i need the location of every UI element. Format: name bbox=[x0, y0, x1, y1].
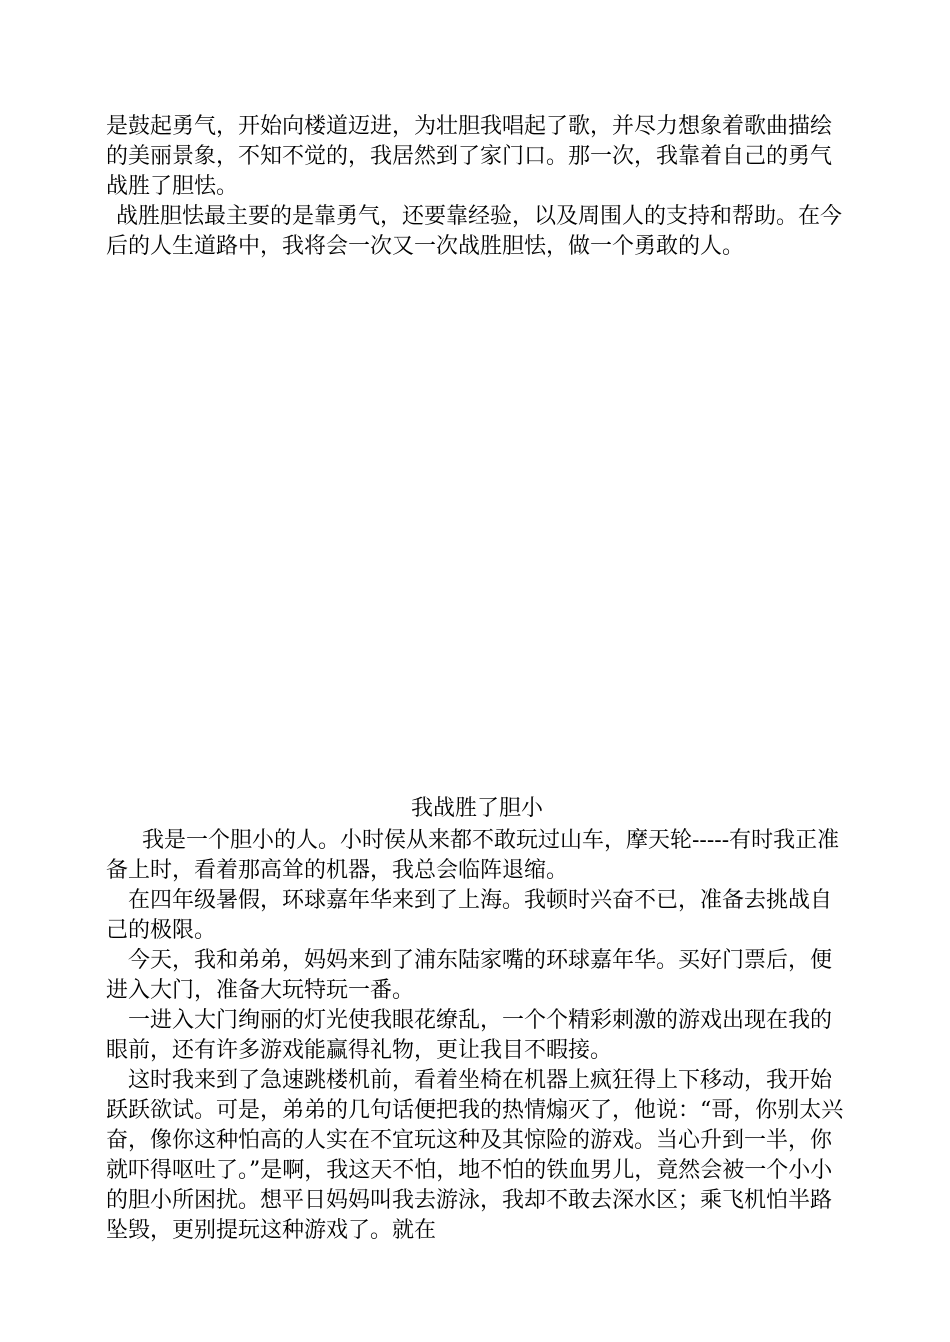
essay-title: 我战胜了胆小 bbox=[410, 796, 543, 821]
paragraph: 战胜胆怯最主要的是靠勇气，还要靠经验，以及周围人的支持和帮助。在今后的人生道路中，我将会一次又一次战胜胆怯，做一个勇敢的人。 bbox=[106, 204, 843, 259]
essay-section bbox=[106, 794, 848, 1246]
paragraph: 在四年级暑假，环球嘉年华来到了上海。我顿时兴奋不已，准备去挑战自己的极限。 bbox=[106, 888, 833, 943]
essay-ending-section bbox=[106, 112, 848, 262]
paragraph: 一进入大门绚丽的灯光使我眼花缭乱，一个个精彩刺激的游戏出现在我的眼前，还有许多游戏能赢得礼物，更让我目不暇接。 bbox=[106, 1008, 833, 1063]
paragraph: 这时我来到了急速跳楼机前，看着坐椅在机器上疯狂得上下移动，我开始跃跃欲试。可是，弟弟的几句话便把我的热情煽灭了，他说：“哥，你别太兴奋，像你这种怕高的人实在不宜玩这种及其惊险的游戏。当心升到一半，你就吓得呕吐了。”是啊，我这天不怕，地不怕的铁血男儿，竟然会被一个小小的胆小所困扰。想平日妈妈叫我去游泳，我却不敢去深水区；乘飞机怕半路坠毁，更别提玩这种游戏了。就在 bbox=[106, 1068, 844, 1243]
paragraph: 是鼓起勇气，开始向楼道迈进，为壮胆我唱起了歌，并尽力想象着歌曲描绘的美丽景象，不知不觉的，我居然到了家门口。那一次，我靠着自己的勇气战胜了胆怯。 bbox=[106, 114, 833, 199]
paragraph: 我是一个胆小的人。小时侯从来都不敢玩过山车，摩天轮-----有时我正准备上时，看着那高耸的机器，我总会临阵退缩。 bbox=[106, 828, 840, 883]
paragraph: 今天，我和弟弟，妈妈来到了浦东陆家嘴的环球嘉年华。买好门票后，便进入大门，准备大玩特玩一番。 bbox=[106, 948, 833, 1003]
